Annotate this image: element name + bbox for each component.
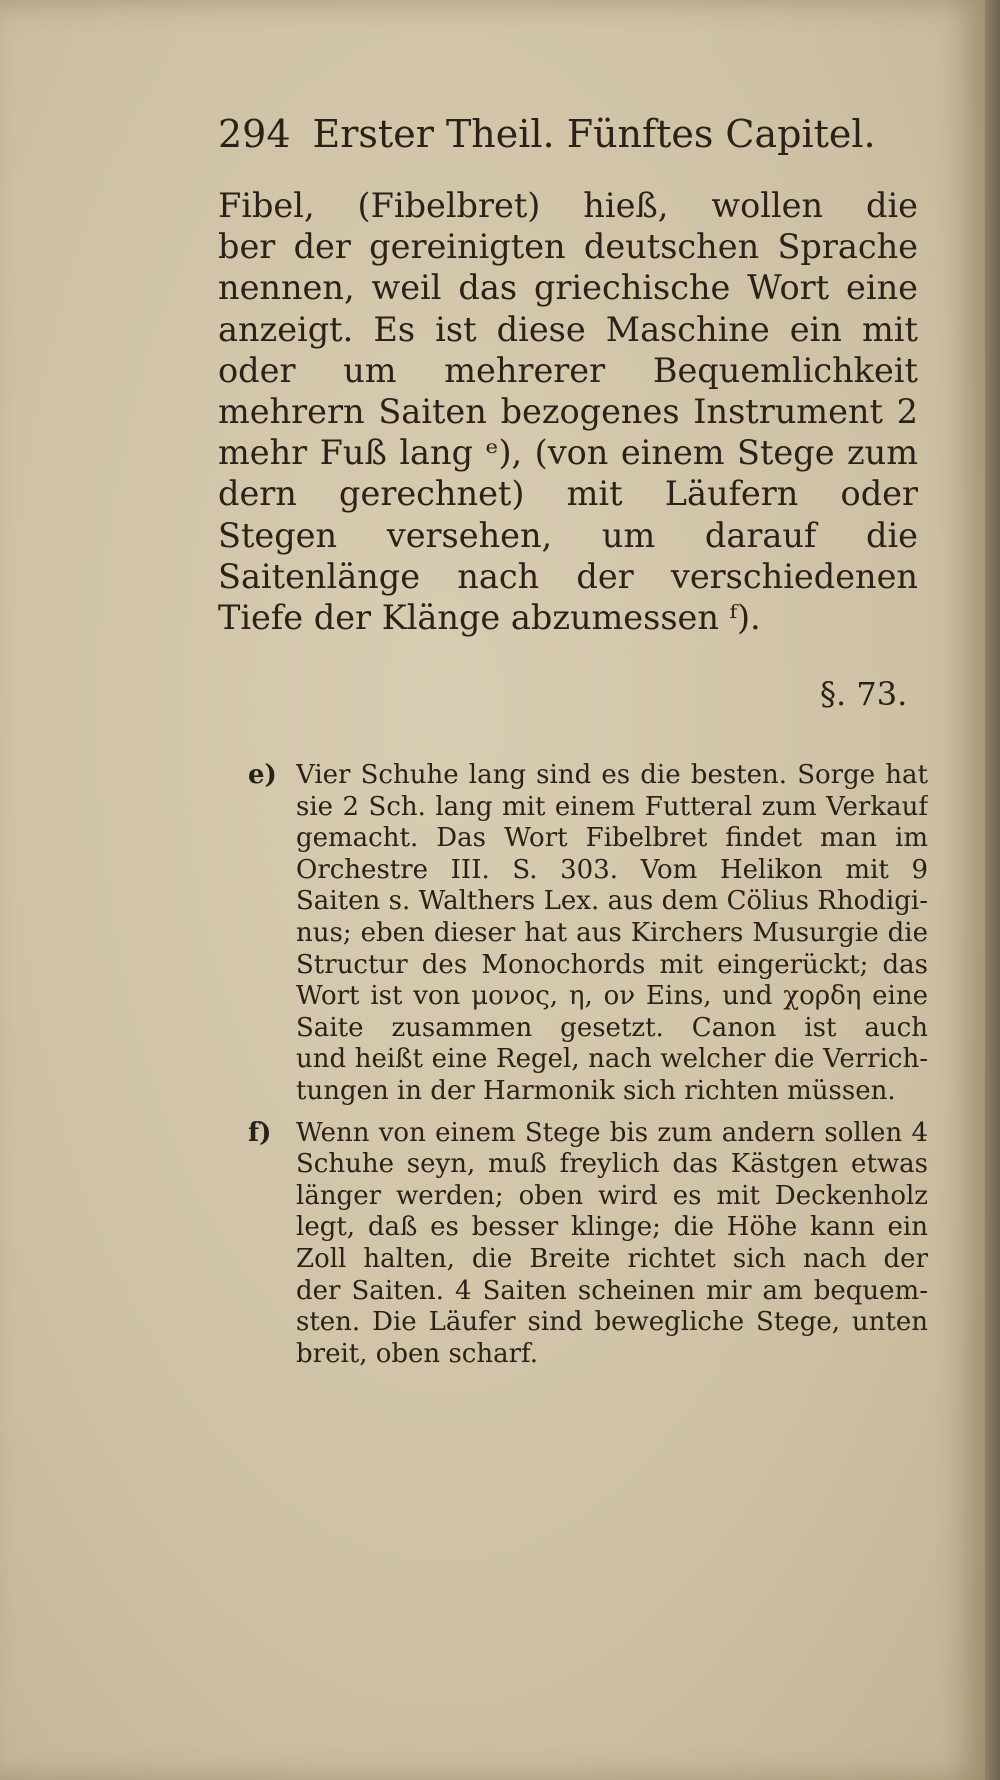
text-line: Tiefe der Klänge abzumessen ᶠ). [218,597,761,637]
text-line: nennen, weil das griechische Wort eine [218,268,918,308]
footnote-line: Wenn von einem Stege bis zum andern sollen 4 [296,1117,928,1148]
text-line: mehr Fuß lang ᵉ), (von einem Stege zum [218,433,918,473]
text-line: Fibel, (Fibelbret) hieß, wollen die [218,186,918,225]
footnote-line: breit, oben scharf. [296,1338,538,1369]
page-number: 294 [218,112,291,156]
footnote-line: legt, daß es besser klinge; die Höhe kann ein [296,1212,928,1243]
footnote-line: Saiten s. Walthers Lex. aus dem Cölius Rhodigi- [296,886,928,917]
footnote-f [248,1118,928,1371]
footnote-marker: e) [248,760,277,790]
section-mark: §. 73. [820,675,908,713]
text-line: Saitenlänge nach der verschiedenen [218,556,918,596]
footnote-line: Orchestre III. S. 303. Vom Helikon mit 9 [296,854,928,885]
text-line: anzeigt. Es ist diese Maschine ein mit [218,309,918,349]
footnote-line: der Saiten. 4 Saiten scheinen mir am bequem- [296,1275,928,1306]
footnote-e [248,760,928,1108]
footnote-line: länger werden; oben wird es mit Deckenholz [296,1180,928,1211]
footnote-line: Vier Schuhe lang sind es die besten. Sorge hat [296,760,928,790]
footnote-line: Wort ist von μονος, η, ον Eins, und χορδη eine [296,981,928,1012]
footnote-line: Structur des Monochords mit eingerückt; das [296,949,928,980]
footnote-line: Saite zusammen gesetzt. Canon ist auch [296,1012,928,1043]
footnote-line: Zoll halten, die Breite richtet sich nach der [296,1243,928,1274]
footnote-line: sie 2 Sch. lang mit einem Futteral zum Verkauf [296,791,928,822]
footnote-line: gemacht. Das Wort Fibelbret findet man im [296,823,928,854]
text-line: mehrern Saiten bezogenes Instrument 2 [218,391,918,431]
footnote-line: sten. Die Läufer sind bewegliche Stege, unten [296,1307,928,1338]
text-line: oder um mehrerer Bequemlichkeit [218,350,918,390]
footnotes [248,760,928,1380]
text-line: ber der gereinigten deutschen Sprache [218,227,918,267]
text-line: Stegen versehen, um darauf die [218,515,918,555]
running-title: Erster Theil. Fünftes Capitel. [312,112,876,156]
text-line: dern gerechnet) mit Läufern oder [218,474,918,514]
page-header [218,112,876,162]
footnote-line: Schuhe seyn, muß freylich das Kästgen etwas [296,1149,928,1180]
footnote-line: nus; eben dieser hat aus Kirchers Musurgie die [296,917,928,948]
main-text [218,185,918,638]
footnote-marker: f) [248,1117,272,1148]
page-edge [985,0,1000,1780]
footnote-line: und heißt eine Regel, nach welcher die Verrich- [296,1044,928,1075]
footnote-line: tungen in der Harmonik sich richten müssen. [296,1075,896,1106]
